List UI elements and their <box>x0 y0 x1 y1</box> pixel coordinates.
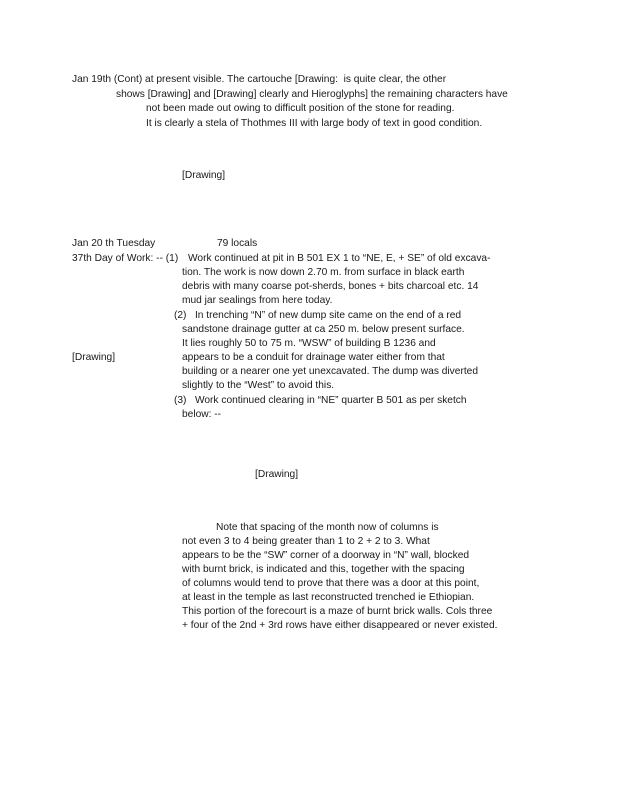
jan19-line-4: It is clearly a stela of Thothmes III with large body of text in good condition. <box>146 118 483 129</box>
jan20-line-4: mud jar sealings from here today. <box>182 295 333 306</box>
jan20-date: Jan 20 th Tuesday <box>72 238 156 249</box>
jan19-line-1: Jan 19th (Cont) at present visible. The cartouche [Drawing: is quite clear, the other <box>72 74 447 85</box>
jan20-line-3: debris with many coarse pot-sherds, bones + bits charcoal etc. 14 <box>182 281 479 292</box>
jan20-day-label: 37th Day of Work: -- (1) <box>72 253 179 264</box>
jan20-line-10: slightly to the “West” to avoid this. <box>182 380 335 391</box>
jan20-line-8: appears to be a conduit for drainage water either from that <box>182 352 445 363</box>
note-line-4: with burnt brick, is indicated and this, together with the spacing <box>182 564 465 575</box>
jan19-line-2: shows [Drawing] and [Drawing] clearly and Hieroglyphs] the remaining characters have <box>116 89 508 100</box>
jan19-drawing-placeholder: [Drawing] <box>182 170 226 181</box>
note-line-1: Note that spacing of the month now of columns is <box>216 522 439 533</box>
jan20-line-7: It lies roughly 50 to 75 m. “WSW” of building B 1236 and <box>182 338 436 349</box>
jan20-line-5: (2) In trenching “N” of new dump site came on the end of a red <box>174 310 462 321</box>
jan20-line-6: sandstone drainage gutter at ca 250 m. below present surface. <box>182 324 465 335</box>
jan20-margin-drawing: [Drawing] <box>72 352 116 363</box>
jan20-line-12: below: -- <box>182 409 222 420</box>
note-line-5: of columns would tend to prove that there was a door at this point, <box>182 578 480 589</box>
jan20-locals: 79 locals <box>217 238 258 249</box>
note-line-2: not even 3 to 4 being greater than 1 to 2 + 2 to 3. What <box>182 536 430 547</box>
jan20-line-2: tion. The work is now down 2.70 m. from surface in black earth <box>182 267 465 278</box>
jan20-line-11: (3) Work continued clearing in “NE” quarter B 501 as per sketch <box>174 395 467 406</box>
note-line-3: appears to be the “SW” corner of a doorway in “N” wall, blocked <box>182 550 470 561</box>
jan20-drawing-placeholder: [Drawing] <box>255 469 299 480</box>
jan20-line-1: Work continued at pit in B 501 EX 1 to “NE, E, + SE” of old excava- <box>188 253 491 264</box>
note-line-8: + four of the 2nd + 3rd rows have either disappeared or never existed. <box>182 620 498 631</box>
note-line-6: at least in the temple as last reconstructed trenched ie Ethiopian. <box>182 592 475 603</box>
jan19-line-3: not been made out owing to difficult position of the stone for reading. <box>146 103 455 114</box>
note-line-7: This portion of the forecourt is a maze of burnt brick walls. Cols three <box>182 606 493 617</box>
jan20-line-9: building or a nearer one yet unexcavated. The dump was diverted <box>182 366 478 377</box>
